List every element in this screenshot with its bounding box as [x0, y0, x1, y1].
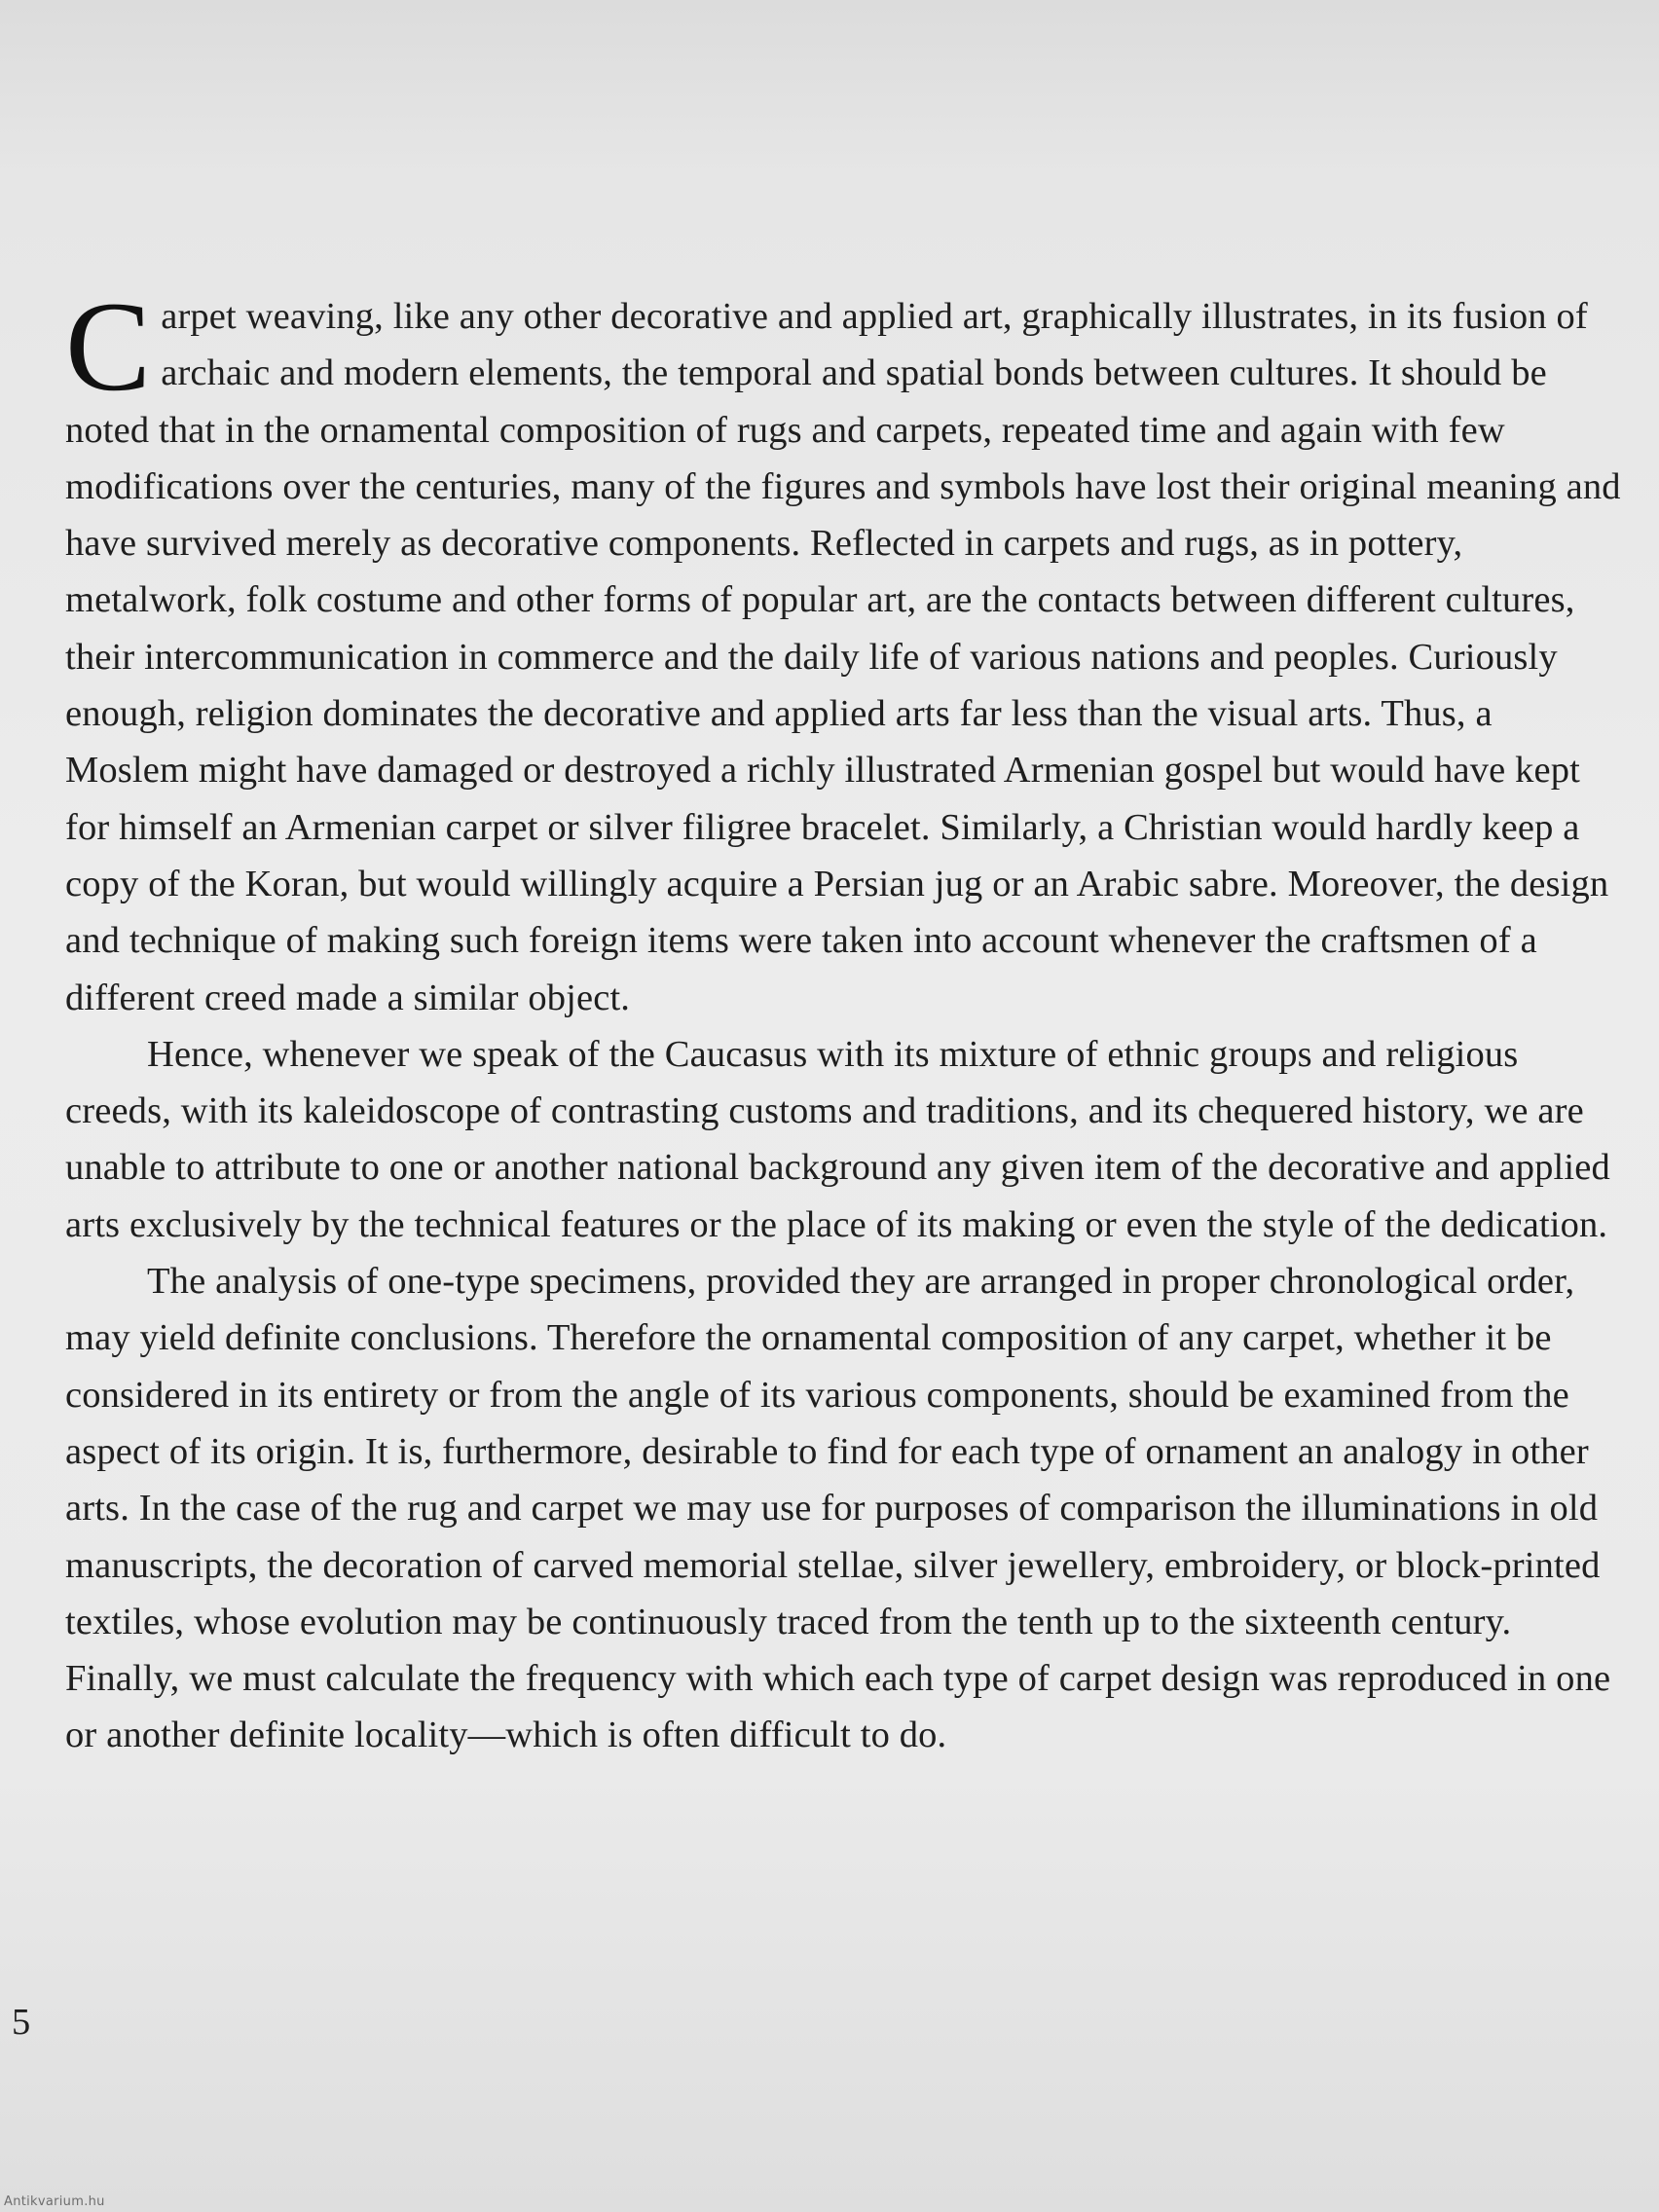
watermark: Antikvarium.hu: [4, 2194, 105, 2209]
drop-cap: C: [65, 275, 152, 418]
paragraph-3: The analysis of one-type specimens, provided they are arranged in proper chronological order, may yield definite conclusions. Therefore the ornamental composition of any carpet, whether it be considered in its entirety or from the angle of its various components, should be examined from the aspect of its origin. It is, furthermore, desirable to find for each type of ornament an analogy in other arts. In the case of the rug and carpet we may use for purposes of comparison the illuminations in old manuscripts, the decoration of carved memorial stellae, silver jewellery, embroidery, or block-printed textiles, whose evolution may be continuously traced from the tenth up to the sixteenth century. Finally, we must calculate the frequency with which each type of carpet design was reproduced in one or another definite locality—which is often difficult to do.: [65, 1261, 1611, 1756]
paragraph-1: [65, 275, 1623, 1026]
page-number: 5: [12, 2002, 31, 2043]
paragraph-1-text: arpet weaving, like any other decorative and applied art, graphically illustrates, in its fusion of archaic and modern elements, the temporal and spatial bonds between cultures. It should be noted that in the ornamental composition of rugs and carpets, repeated time and again with few modifications over the centuries, many of the figures and symbols have lost their original meaning and have survived merely as decorative components. Reflected in carpets and rugs, as in pottery, metalwork, folk costume and other forms of popular art, are the contacts between different cultures, their intercommunication in commerce and the daily life of various nations and peoples. Curiously enough, religion dominates the decorative and applied arts far less than the visual arts. Thus, a Moslem might have damaged or destroyed a richly illustrated Armenian gospel but would have kept for himself an Armenian carpet or silver filigree bracelet. Similarly, a Christian would hardly keep a copy of the Koran, but would willingly acquire a Persian jug or an Arabic sabre. Moreover, the design and technique of making such foreign items were taken into account whenever the craftsmen of a different creed made a similar object.: [65, 296, 1621, 1018]
article-body: [65, 275, 1623, 1764]
paragraph-2: Hence, whenever we speak of the Caucasus with its mixture of ethnic groups and religious creeds, with its kaleidoscope of contrasting customs and traditions, and its chequered history, we are unable to attribute to one or another national background any given item of the decorative and applied arts exclusively by the technical features or the place of its making or even the style of the dedication.: [65, 1033, 1610, 1245]
